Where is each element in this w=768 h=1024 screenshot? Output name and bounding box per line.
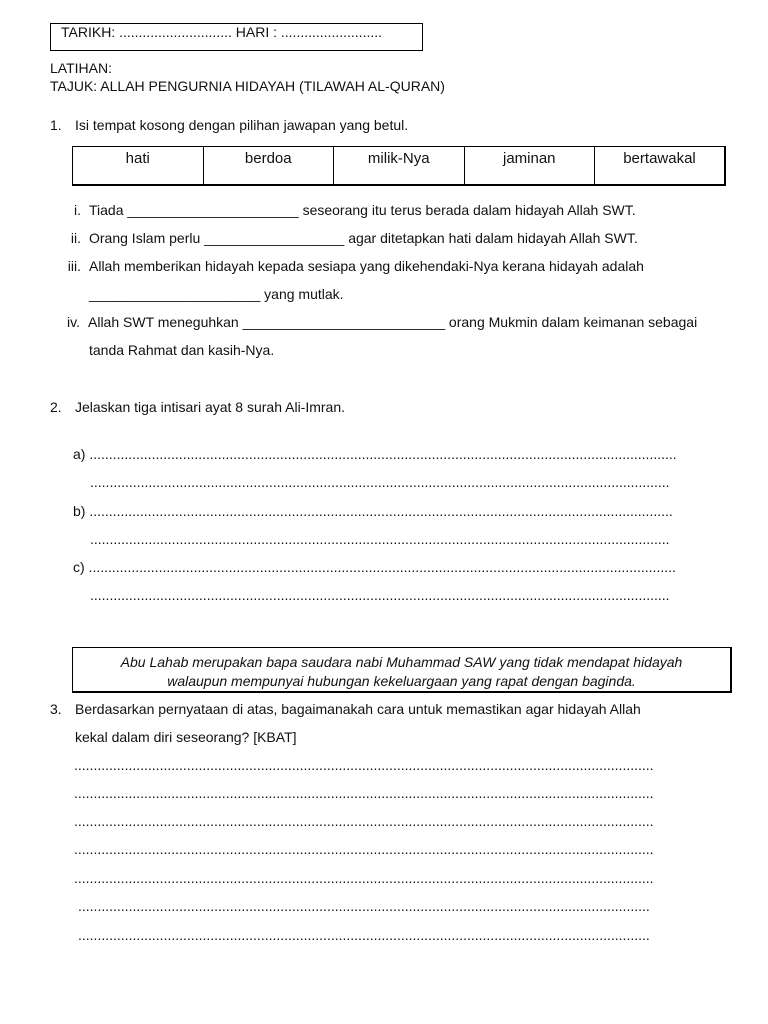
q1-item-text-cont: tanda Rahmat dan kasih-Nya. bbox=[89, 342, 275, 358]
q2-answer-c-cont[interactable]: ..................................................................................................................................................... bbox=[90, 587, 670, 603]
q3-answer-line[interactable]: ................................................................................................................................................... bbox=[78, 898, 650, 914]
q1-item-number: iv. bbox=[67, 314, 80, 330]
q2-answer-b-cont[interactable]: ..................................................................................................................................................... bbox=[90, 531, 670, 547]
q3-number: 3. bbox=[50, 701, 62, 717]
option-cell: milik-Nya bbox=[334, 147, 465, 186]
option-cell: hati bbox=[73, 147, 204, 186]
q3-question: Berdasarkan pernyataan di atas, bagaimanakah cara untuk memastikan agar hidayah Allah bbox=[75, 701, 641, 717]
date-day-box bbox=[50, 23, 423, 51]
q1-item-number: ii. bbox=[70, 230, 81, 246]
q3-answer-line[interactable]: ................................................................................................................................................... bbox=[78, 927, 650, 943]
date-day-line: TARIKH: ............................. HARI : .......................... bbox=[61, 24, 383, 40]
q1-item-text: Tiada ______________________ seseorang itu terus berada dalam hidayah Allah SWT. bbox=[89, 202, 636, 218]
q3-question-cont: kekal dalam diri seseorang? [KBAT] bbox=[75, 729, 297, 745]
q3-answer-line[interactable]: ..................................................................................................................................................... bbox=[74, 870, 654, 886]
q2-answer-c[interactable]: c) ....................................................................................................................................................... bbox=[73, 559, 676, 575]
option-cell: jaminan bbox=[464, 147, 595, 186]
q1-item-text: Allah memberikan hidayah kepada sesiapa yang dikehendaki-Nya kerana hidayah adalah bbox=[89, 258, 644, 274]
topic-title: TAJUK: ALLAH PENGURNIA HIDAYAH (TILAWAH AL-QURAN) bbox=[50, 78, 445, 94]
q3-answer-line[interactable]: ..................................................................................................................................................... bbox=[74, 785, 654, 801]
q1-item-number: iii. bbox=[67, 258, 81, 274]
q3-answer-line[interactable]: ..................................................................................................................................................... bbox=[74, 841, 654, 857]
answer-options-table bbox=[72, 146, 726, 186]
q1-item-text: Allah SWT meneguhkan __________________________ orang Mukmin dalam keimanan sebagai bbox=[88, 314, 698, 330]
q2-instruction: Jelaskan tiga intisari ayat 8 surah Ali-Imran. bbox=[75, 399, 346, 415]
q1-item-text-cont: ______________________ yang mutlak. bbox=[89, 286, 344, 302]
option-cell: bertawakal bbox=[595, 147, 726, 186]
latihan-label: LATIHAN: bbox=[50, 60, 112, 76]
q2-answer-a[interactable]: a) ....................................................................................................................................................... bbox=[73, 446, 677, 462]
q2-answer-b[interactable]: b) ...................................................................................................................................................... bbox=[73, 503, 673, 519]
statement-line: walaupun mempunyai hubungan kekeluargaan yang rapat dengan baginda. bbox=[167, 673, 636, 689]
q2-answer-a-cont[interactable]: ..................................................................................................................................................... bbox=[90, 474, 670, 490]
q1-item-text: Orang Islam perlu __________________ agar ditetapkan hati dalam hidayah Allah SWT. bbox=[89, 230, 638, 246]
q1-number: 1. bbox=[50, 117, 62, 133]
q3-answer-line[interactable]: ..................................................................................................................................................... bbox=[74, 813, 654, 829]
statement-box bbox=[72, 647, 732, 693]
q2-number: 2. bbox=[50, 399, 62, 415]
statement-line: Abu Lahab merupakan bapa saudara nabi Muhammad SAW yang tidak mendapat hidayah bbox=[120, 654, 683, 670]
q1-instruction: Isi tempat kosong dengan pilihan jawapan yang betul. bbox=[75, 117, 409, 133]
q3-answer-line[interactable]: ..................................................................................................................................................... bbox=[74, 757, 654, 773]
option-cell: berdoa bbox=[203, 147, 334, 186]
q1-item-number: i. bbox=[74, 202, 81, 218]
